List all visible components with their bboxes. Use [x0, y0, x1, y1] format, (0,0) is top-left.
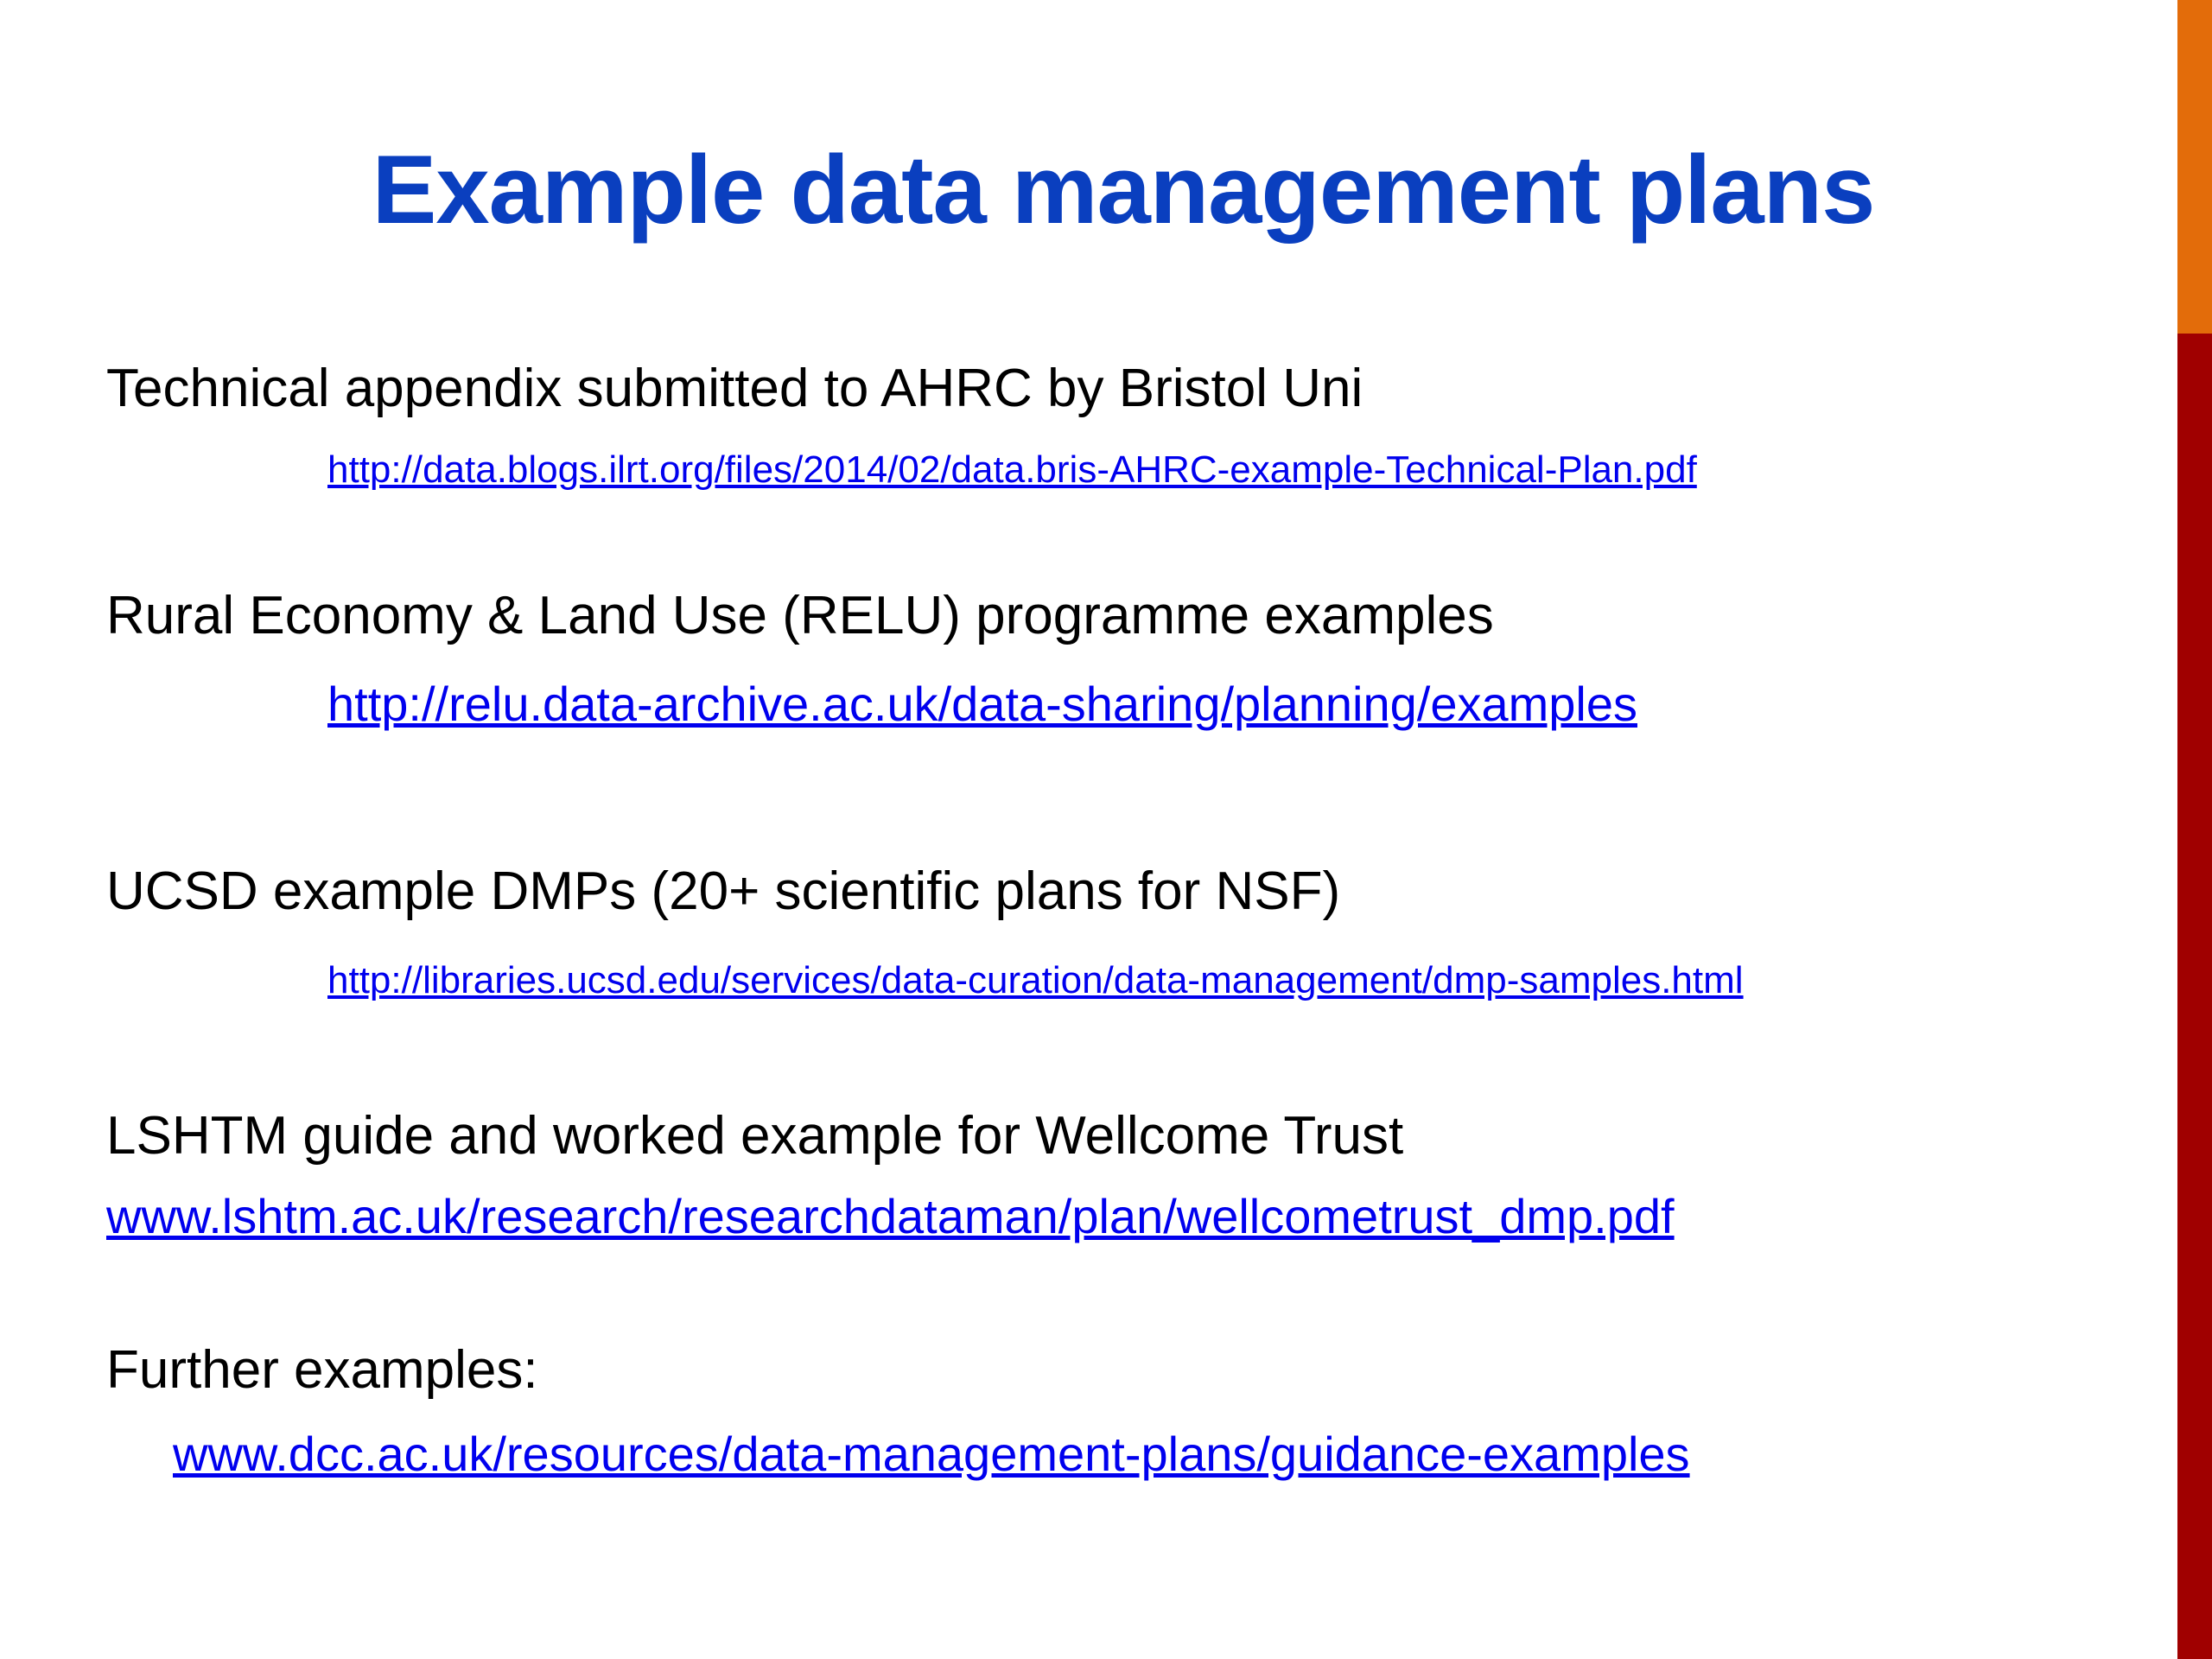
section-heading-ucsd: UCSD example DMPs (20+ scientific plans for NSF)	[106, 861, 1341, 921]
link-lshtm-wellcome[interactable]: www.lshtm.ac.uk/research/researchdataman/plan/wellcometrust_dmp.pdf	[106, 1189, 1675, 1243]
accent-bar-bottom	[2177, 334, 2212, 1659]
slide-title: Example data management plans	[372, 136, 1875, 244]
link-relu-examples[interactable]: http://relu.data-archive.ac.uk/data-sharing/planning/examples	[327, 677, 1637, 731]
section-heading-lshtm: LSHTM guide and worked example for Wellcome Trust	[106, 1106, 1404, 1166]
link-ahrc-technical-plan[interactable]: http://data.blogs.ilrt.org/files/2014/02/data.bris-AHRC-example-Technical-Plan.pdf	[327, 448, 1697, 491]
section-heading-ahrc: Technical appendix submitted to AHRC by Bristol Uni	[106, 359, 1363, 418]
link-dcc-guidance-examples[interactable]: www.dcc.ac.uk/resources/data-management-plans/guidance-examples	[173, 1427, 1690, 1481]
section-heading-further: Further examples:	[106, 1340, 538, 1400]
section-heading-relu: Rural Economy & Land Use (RELU) programme examples	[106, 586, 1494, 645]
link-ucsd-dmp-samples[interactable]: http://libraries.ucsd.edu/services/data-curation/data-management/dmp-samples.html	[327, 959, 1744, 1001]
